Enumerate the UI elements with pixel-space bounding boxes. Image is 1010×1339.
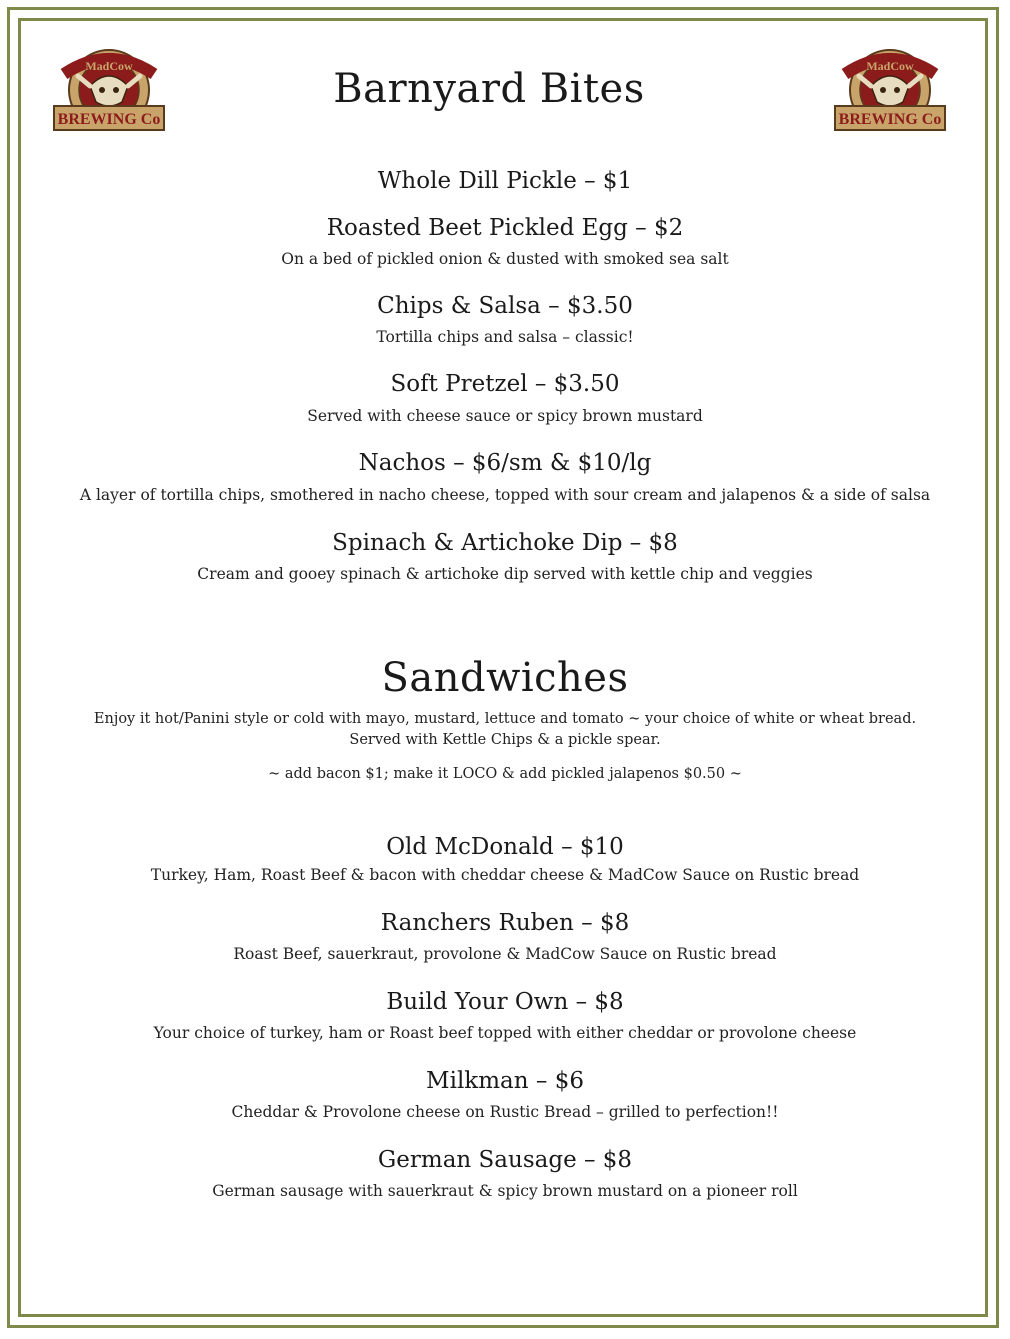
menu-item-name: Nachos – $6/sm & $10/lg [358,450,652,476]
menu-item-description: Cream and gooey spinach & artichoke dip served with kettle chip and veggies [197,565,813,583]
menu-item-description: Roast Beef, sauerkraut, provolone & MadCow Sauce on Rustic bread [233,945,777,963]
sandwiches-addons: ~ add bacon $1; make it LOCO & add pickled jalapenos $0.50 ~ [268,766,742,782]
menu-item-description: Served with cheese sauce or spicy brown mustard [307,407,703,425]
menu-item-description: German sausage with sauerkraut & spicy brown mustard on a pioneer roll [212,1182,798,1200]
logo-bottom-text: BREWING Co [838,111,942,128]
menu-item-name: Spinach & Artichoke Dip – $8 [332,530,678,556]
sandwiches-title: Sandwiches [381,655,629,701]
menu-item-description: Turkey, Ham, Roast Beef & bacon with cheddar cheese & MadCow Sauce on Rustic bread [150,866,860,884]
menu-item-description: On a bed of pickled onion & dusted with smoked sea salt [281,250,729,268]
logo-top-text: MadCow [85,59,133,73]
logo-top-text: MadCow [866,59,914,73]
menu-item-name: Ranchers Ruben – $8 [380,910,630,936]
menu-item-name: Chips & Salsa – $3.50 [377,293,633,319]
menu-item-name: Whole Dill Pickle – $1 [377,168,633,194]
menu-item-name: Roasted Beet Pickled Egg – $2 [326,215,684,241]
menu-item-name: Build Your Own – $8 [386,989,624,1015]
barnyard-bites-title: Barnyard Bites [333,66,645,112]
menu-item-name: German Sausage – $8 [377,1147,633,1173]
logo-bottom-text: BREWING Co [57,111,161,128]
menu-item-name: Milkman – $6 [426,1068,584,1094]
menu-item-description: Tortilla chips and salsa – classic! [376,328,634,346]
menu-item-description: Your choice of turkey, ham or Roast beef topped with either cheddar or provolone cheese [153,1024,857,1042]
sandwiches-intro-line-2: Served with Kettle Chips & a pickle spear. [349,732,661,748]
menu-item-description: A layer of tortilla chips, smothered in nacho cheese, topped with sour cream and jalapenos & a side of salsa [79,486,931,504]
sandwiches-intro: Enjoy it hot/Panini style or cold with mayo, mustard, lettuce and tomato ~ your choice of white or wheat bread. [93,711,917,727]
menu-item-description: Cheddar & Provolone cheese on Rustic Bread – grilled to perfection!! [231,1103,779,1121]
menu-item-name: Old McDonald – $10 [386,834,624,860]
menu-item-name: Soft Pretzel – $3.50 [390,371,620,397]
